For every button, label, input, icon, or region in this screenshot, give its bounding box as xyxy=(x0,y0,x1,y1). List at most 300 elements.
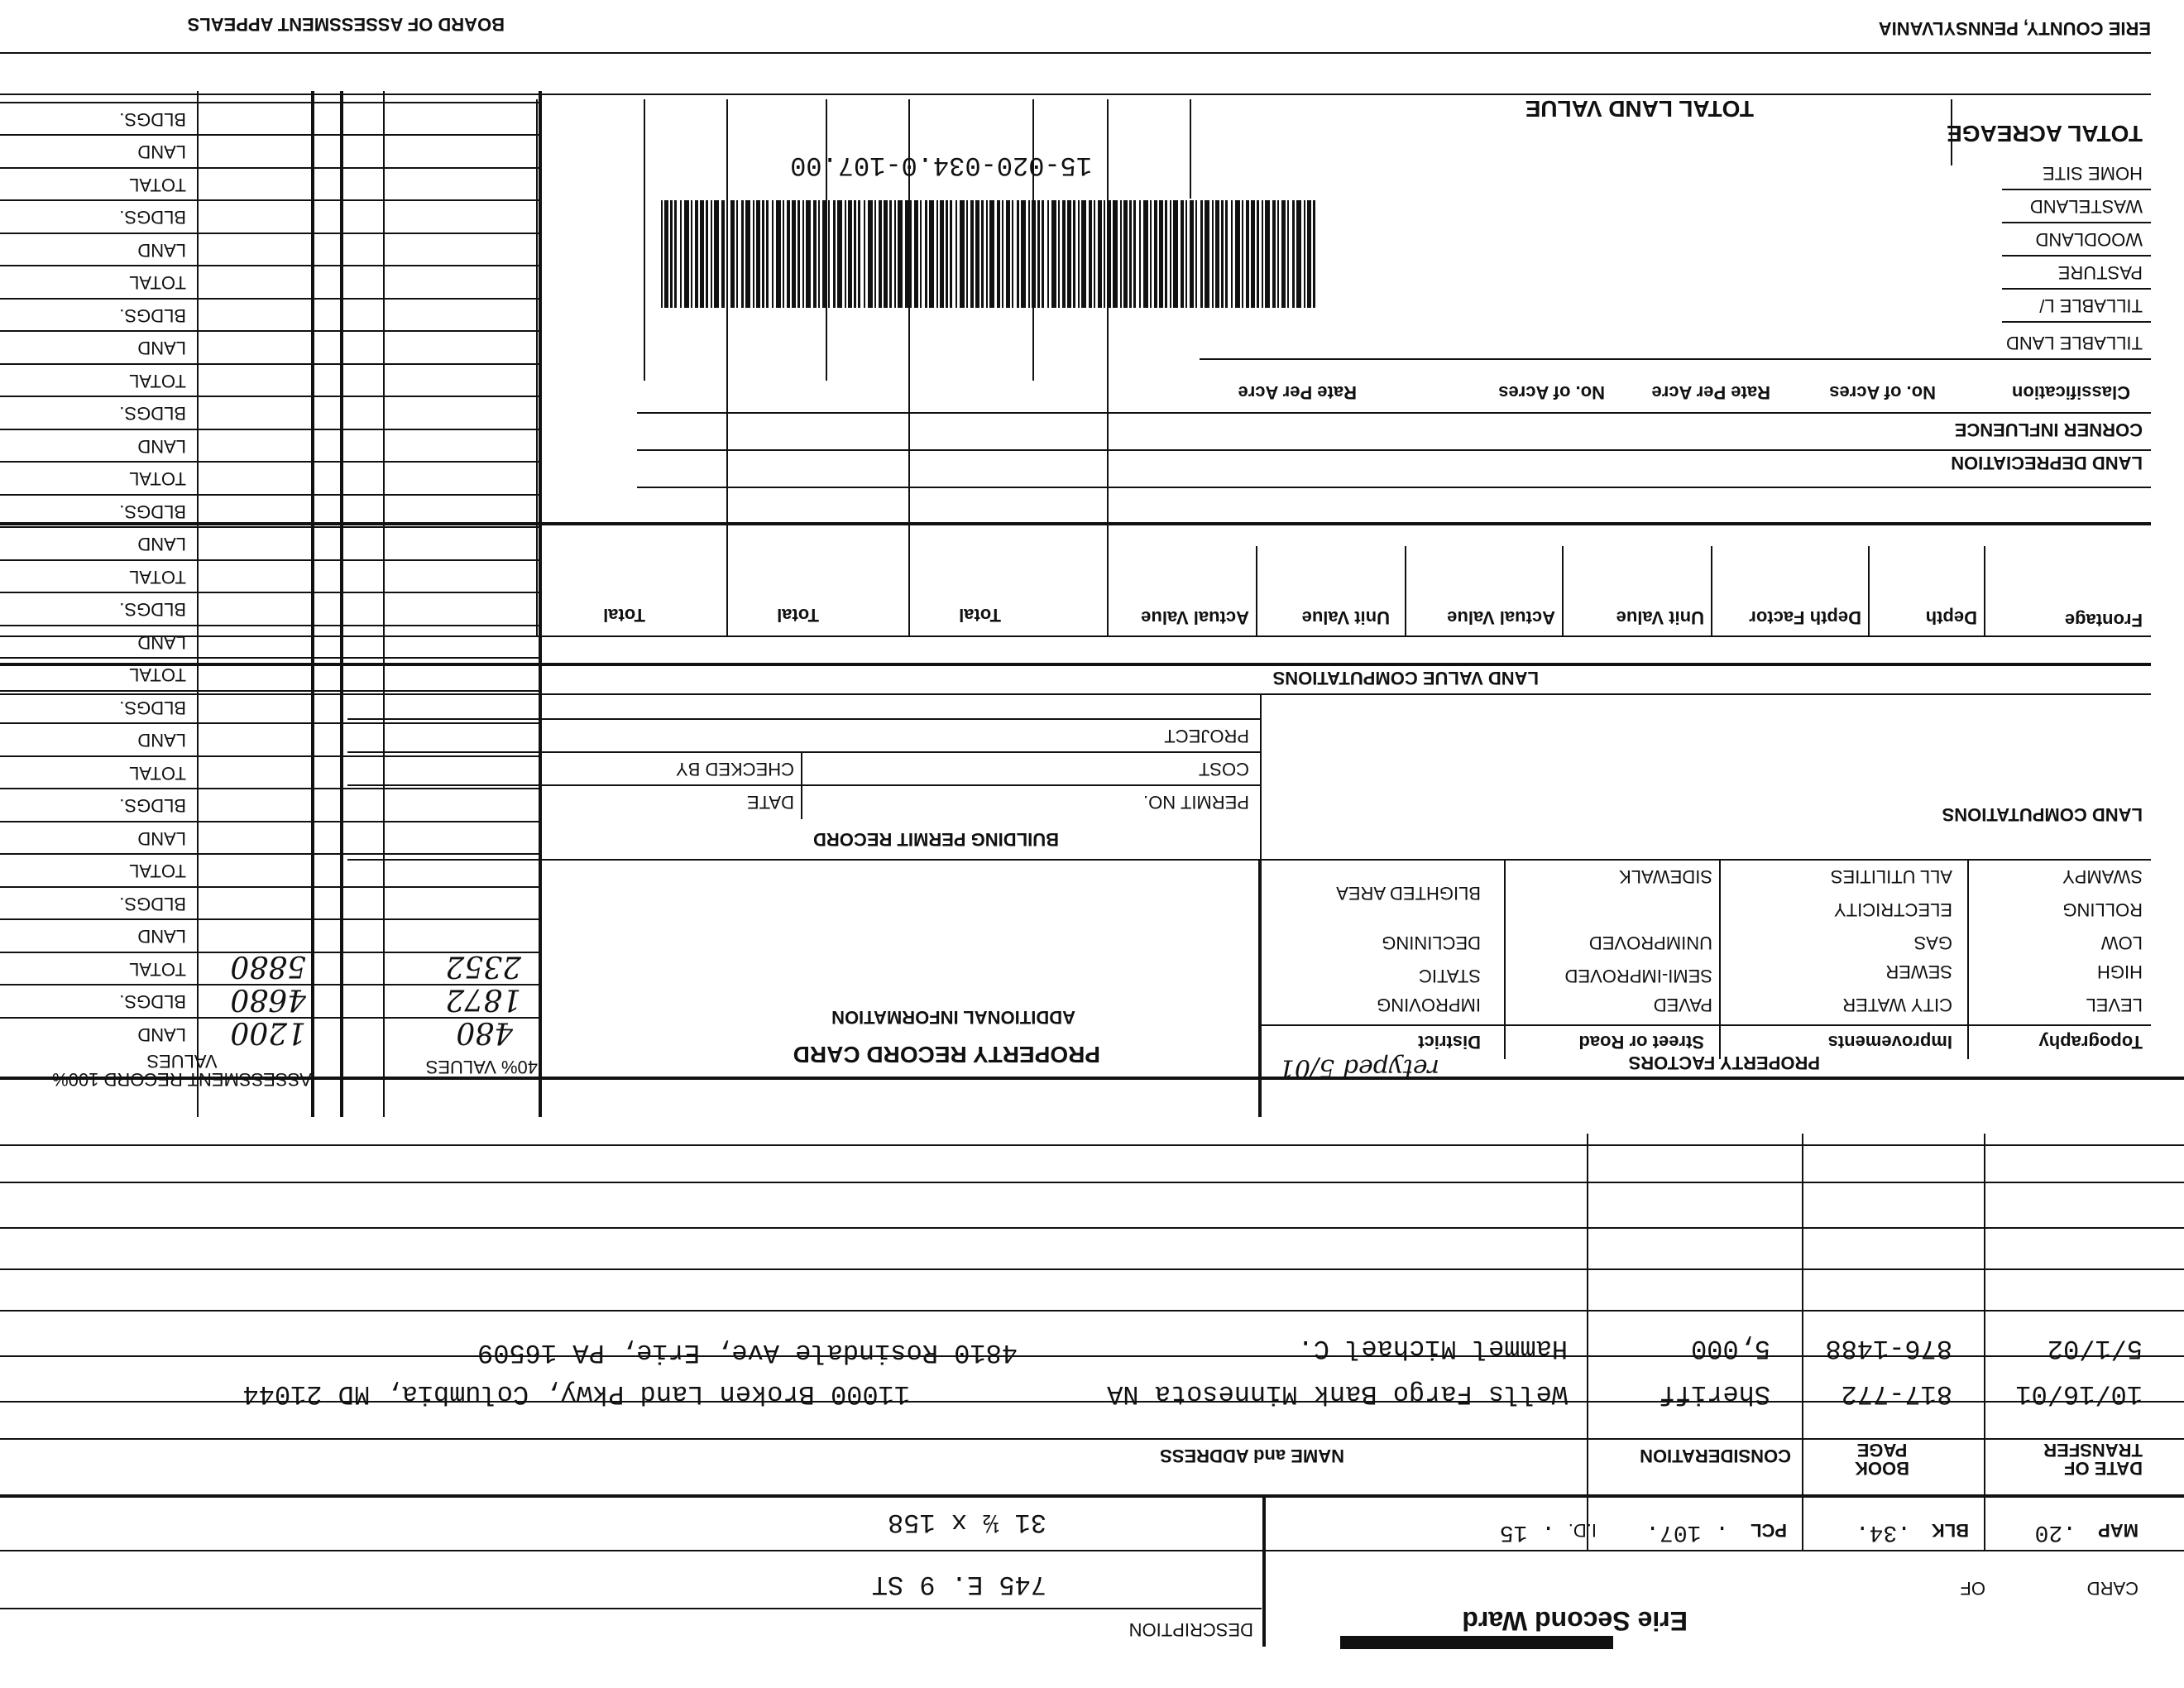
divider xyxy=(726,99,728,637)
barcode-bar xyxy=(1098,200,1102,308)
property-address: 745 E. 9 ST xyxy=(871,1569,1046,1599)
barcode-bar xyxy=(940,200,944,308)
building-permit-title: BUILDING PERMIT RECORD xyxy=(813,829,1059,850)
row-rule xyxy=(0,1355,2184,1357)
barcode-bar xyxy=(1021,200,1026,308)
hundred-total-value: 5880 xyxy=(230,949,306,983)
value-row-label: TOTAL xyxy=(129,272,186,294)
value-row-rule xyxy=(0,396,542,398)
row-rule xyxy=(347,718,1262,720)
total-header: Total xyxy=(959,605,1001,626)
card-label: CARD xyxy=(2086,1578,2138,1599)
barcode-bar xyxy=(1028,200,1030,308)
barcode-bar xyxy=(1002,200,1003,308)
barcode-bar xyxy=(1272,200,1276,308)
parcel-barcode xyxy=(654,200,1315,308)
row-rule xyxy=(0,1268,2184,1270)
forty-values-header: 40% VALUES xyxy=(425,1057,538,1077)
value-row-label: BLDGS. xyxy=(119,403,186,424)
transfer-book-page: 817-772 xyxy=(1841,1379,1952,1409)
hundred-land-value: 1200 xyxy=(230,1015,306,1049)
barcode-bar xyxy=(792,200,796,308)
barcode-bar xyxy=(664,200,668,308)
value-row-rule xyxy=(0,200,542,202)
barcode-bar xyxy=(670,200,673,308)
barcode-bar xyxy=(975,200,979,308)
barcode-bar xyxy=(845,200,846,308)
transfer-consideration: Sheriff xyxy=(1659,1379,1770,1409)
divider xyxy=(383,91,385,1117)
barcode-bar xyxy=(1313,200,1315,308)
book-page-header: BOOK PAGE xyxy=(1855,1440,1909,1479)
street-item: UNIMPROVED xyxy=(1588,933,1712,953)
barcode-bar xyxy=(1032,200,1036,308)
barcode-bar xyxy=(884,200,888,308)
barcode-bar xyxy=(997,200,1000,308)
barcode-bar xyxy=(1109,200,1111,308)
value-row-label: LAND xyxy=(137,141,186,163)
row-rule xyxy=(0,1144,2184,1146)
total-header: Total xyxy=(777,605,819,626)
barcode-bar xyxy=(802,200,804,308)
barcode-bar xyxy=(753,200,754,308)
ward-underline xyxy=(1340,1636,1613,1649)
barcode-bar xyxy=(833,200,836,308)
barcode-bar xyxy=(986,200,988,308)
barcode-bar xyxy=(1123,200,1128,308)
value-row-label: LAND xyxy=(137,338,186,359)
value-row-rule xyxy=(0,135,542,137)
barcode-bar xyxy=(776,200,781,308)
row-rule xyxy=(347,751,1262,753)
barcode-bar xyxy=(700,200,704,308)
value-row-rule xyxy=(0,690,542,692)
value-row-rule xyxy=(0,789,542,790)
district-item: BLIGHTED AREA xyxy=(1336,883,1481,904)
unit-value-header: Unit Value xyxy=(1301,607,1390,628)
row-rule xyxy=(0,635,2151,637)
row-rule xyxy=(0,1182,2184,1183)
barcode-bar xyxy=(797,200,800,308)
row-rule xyxy=(637,412,2151,414)
row-rule xyxy=(0,1401,2184,1403)
row-rule xyxy=(637,449,2151,451)
barcode-bar xyxy=(806,200,811,308)
project-label: PROJECT xyxy=(1164,726,1249,746)
barcode-bar xyxy=(1231,200,1233,308)
of-label: OF xyxy=(1960,1578,1985,1599)
depth-header: Depth xyxy=(1925,607,1977,628)
barcode-bar xyxy=(736,200,738,308)
barcode-bar xyxy=(1120,200,1122,308)
value-row-rule xyxy=(0,266,542,267)
barcode-bar xyxy=(684,200,689,308)
actual-value-header: Actual Value xyxy=(1141,607,1249,628)
barcode-bar xyxy=(1235,200,1240,308)
district-item: IMPROVING xyxy=(1377,995,1481,1015)
barcode-bar xyxy=(1246,200,1249,308)
barcode-bar xyxy=(848,200,852,308)
barcode-bar xyxy=(680,200,682,308)
value-row-label: BLDGS. xyxy=(119,894,186,914)
barcode-bar xyxy=(1058,200,1060,308)
value-row-rule xyxy=(0,429,542,430)
value-row-rule xyxy=(0,298,542,300)
transfer-name: Wells Fargo Bank Minnesota NA xyxy=(1107,1379,1568,1409)
lot-dimensions: 31 ½ x 158 xyxy=(887,1507,1046,1537)
divider xyxy=(1719,861,1721,1059)
retyped-note: retyped 5/01 xyxy=(1278,1053,1439,1082)
value-row-label: LAND xyxy=(137,240,186,261)
barcode-bar xyxy=(813,200,817,308)
barcode-bar xyxy=(1150,200,1152,308)
row-rule xyxy=(0,1550,2184,1551)
barcode-bar xyxy=(1012,200,1013,308)
divider xyxy=(311,91,314,1117)
pcl-value: . 107. xyxy=(1645,1519,1729,1545)
barcode-bar xyxy=(858,200,860,308)
barcode-bar xyxy=(960,200,965,308)
divider xyxy=(1802,1134,1803,1551)
checked-by-label: CHECKED BY xyxy=(675,759,794,779)
value-row-label: TOTAL xyxy=(129,763,186,784)
blk-value: .34. xyxy=(1855,1519,1911,1545)
barcode-bar xyxy=(1143,200,1148,308)
barcode-bar xyxy=(691,200,692,308)
divider xyxy=(908,99,910,637)
value-row-label: BLDGS. xyxy=(119,698,186,718)
barcode-bar xyxy=(1242,200,1243,308)
row-rule xyxy=(347,859,1262,861)
transfer-date: 5/1/02 xyxy=(2047,1333,2143,1364)
barcode-bar xyxy=(950,200,952,308)
barcode-bar xyxy=(925,200,927,308)
total-land-value-label: TOTAL LAND VALUE xyxy=(1525,96,1754,122)
barcode-bar xyxy=(1078,200,1080,308)
date-label: DATE xyxy=(746,792,794,813)
barcode-bar xyxy=(894,200,896,308)
barcode-bar xyxy=(864,200,865,308)
row-rule xyxy=(2002,222,2151,223)
rate-header: Rate Per Acre xyxy=(1238,382,1357,403)
barcode-bar xyxy=(1262,200,1263,308)
transfer-rule xyxy=(0,663,2151,666)
value-row-label: TOTAL xyxy=(129,175,186,195)
barcode-bar xyxy=(1277,200,1279,308)
barcode-bar xyxy=(1195,200,1197,308)
value-row-label: LAND xyxy=(137,436,186,457)
topography-item: HIGH xyxy=(2097,961,2143,982)
barcode-bar xyxy=(1081,200,1086,308)
topography-item: LOW xyxy=(2100,933,2143,953)
divider xyxy=(1951,99,1952,165)
parcel-id-text: 15-020-034.0-107.00 xyxy=(790,150,1092,180)
row-rule xyxy=(0,1608,1262,1609)
cost-label: COST xyxy=(1198,759,1249,779)
barcode-bar xyxy=(1185,200,1187,308)
barcode-bar xyxy=(1265,200,1270,308)
pcl-label: PCL xyxy=(1751,1520,1787,1541)
transfer-consideration: 5,000 xyxy=(1690,1333,1770,1364)
value-row-label: LAND xyxy=(137,926,186,947)
street-item: SEMI-IMPROVED xyxy=(1564,966,1712,986)
value-row-label: LAND xyxy=(137,1024,186,1045)
barcode-bar xyxy=(822,200,826,308)
value-row-label: BLDGS. xyxy=(119,991,186,1013)
land-row-label: WOODLAND xyxy=(2035,229,2143,250)
value-row-rule xyxy=(0,167,542,169)
value-row-rule xyxy=(0,233,542,234)
barcode-bar xyxy=(1307,200,1311,308)
district-header: District xyxy=(1418,1032,1481,1053)
barcode-bar xyxy=(1257,200,1259,308)
land-row-label: HOME SITE xyxy=(2042,163,2143,184)
value-row-rule xyxy=(0,363,542,365)
row-rule xyxy=(0,1227,2184,1229)
barcode-bar xyxy=(1170,200,1171,308)
row-rule xyxy=(2002,255,2151,257)
additional-info-label: ADDITIONAL INFORMATION xyxy=(831,1007,1075,1028)
value-row-label: BLDGS. xyxy=(119,501,186,522)
row-rule xyxy=(2002,288,2151,290)
barcode-bar xyxy=(711,200,712,308)
divider xyxy=(1262,1498,1266,1647)
hundred-values-header: ASSESSMENT RECORD 100% VALUES xyxy=(52,1051,312,1090)
county-header: ERIE COUNTY, PENNSYLVANIA xyxy=(1878,18,2151,39)
district-item: DECLINING xyxy=(1382,933,1481,953)
row-rule xyxy=(0,1494,2184,1498)
value-row-rule xyxy=(0,821,542,822)
district-item: STATIC xyxy=(1419,966,1481,986)
value-row-label: TOTAL xyxy=(129,371,186,391)
row-rule xyxy=(347,784,1262,786)
barcode-bar xyxy=(929,200,934,308)
topography-header: Topography xyxy=(2038,1032,2143,1053)
divider xyxy=(644,99,645,381)
divider xyxy=(1256,546,1257,637)
improvement-item: SEWER xyxy=(1885,961,1952,982)
land-row-label: PASTURE xyxy=(2057,262,2143,283)
land-row-label: WASTELAND xyxy=(2029,196,2143,217)
barcode-bar xyxy=(920,200,922,308)
barcode-bar xyxy=(874,200,876,308)
barcode-bar xyxy=(1062,200,1066,308)
value-row-rule xyxy=(0,625,542,626)
divider xyxy=(801,753,802,819)
barcode-bar xyxy=(756,200,760,308)
value-row-rule xyxy=(0,494,542,496)
barcode-bar xyxy=(661,200,663,308)
row-rule xyxy=(0,1438,2184,1440)
barcode-bar xyxy=(1139,200,1141,308)
map-label: MAP xyxy=(2098,1520,2138,1541)
actual-value-header: Actual Value xyxy=(1447,607,1555,628)
board-header: BOARD OF ASSESSMENT APPEALS xyxy=(187,14,505,35)
section-rule xyxy=(0,522,2151,525)
barcode-bar xyxy=(1129,200,1132,308)
value-row-rule xyxy=(0,559,542,561)
frontage-header: Frontage xyxy=(2064,610,2143,631)
divider xyxy=(1587,1134,1588,1551)
barcode-bar xyxy=(714,200,719,308)
ward-name: Erie Second Ward xyxy=(1462,1606,1688,1636)
row-rule xyxy=(1200,358,2151,360)
barcode-bar xyxy=(889,200,892,308)
id-label: I.D. xyxy=(1568,1520,1597,1541)
value-row-label: BLDGS. xyxy=(119,305,186,326)
land-computations-title: LAND COMPUTATIONS xyxy=(1942,804,2143,825)
barcode-bar xyxy=(1154,200,1157,308)
transfer-date: 10/16/01 xyxy=(2015,1379,2143,1409)
barcode-bar xyxy=(783,200,784,308)
street-item: SIDEWALK xyxy=(1619,866,1712,887)
row-rule xyxy=(1262,859,2151,861)
barcode-bar xyxy=(914,200,918,308)
barcode-bar xyxy=(1296,200,1301,308)
transfer-date-header: DATE OF TRANSFER xyxy=(2043,1440,2143,1479)
record-card-title: PROPERTY RECORD CARD xyxy=(793,1042,1100,1067)
barcode-bar xyxy=(1037,200,1040,308)
barcode-bar xyxy=(981,200,984,308)
divider xyxy=(1868,546,1870,637)
barcode-bar xyxy=(879,200,882,308)
id-value: . 15 xyxy=(1499,1519,1555,1545)
blk-label: BLK xyxy=(1931,1520,1969,1541)
barcode-bar xyxy=(721,200,725,308)
barcode-bar xyxy=(1287,200,1289,308)
barcode-bar xyxy=(818,200,820,308)
row-rule xyxy=(0,693,2151,695)
barcode-bar xyxy=(1221,200,1224,308)
divider xyxy=(1984,546,1985,637)
forty-land-value: 480 xyxy=(456,1015,513,1049)
value-row-label: BLDGS. xyxy=(119,599,186,621)
barcode-bar xyxy=(762,200,764,308)
barcode-bar xyxy=(1094,200,1095,308)
barcode-bar xyxy=(1006,200,1010,308)
top-rule xyxy=(0,94,2151,95)
value-row-label: BLDGS. xyxy=(119,795,186,817)
barcode-bar xyxy=(741,200,744,308)
barcode-bar xyxy=(1225,200,1228,308)
barcode-bar xyxy=(1281,200,1286,308)
value-row-label: TOTAL xyxy=(129,664,186,686)
value-row-rule xyxy=(0,755,542,757)
value-row-label: LAND xyxy=(137,730,186,751)
barcode-bar xyxy=(1047,200,1049,308)
corner-influence-label: CORNER INFLUENCE xyxy=(1954,420,2143,440)
barcode-bar xyxy=(766,200,769,308)
total-header: Total xyxy=(603,605,645,626)
barcode-bar xyxy=(966,200,968,308)
barcode-bar xyxy=(787,200,790,308)
divider xyxy=(1967,861,1969,1059)
value-row-label: TOTAL xyxy=(129,959,186,980)
value-row-label: TOTAL xyxy=(129,861,186,882)
value-row-rule xyxy=(0,854,542,856)
improvement-item: ELECTRICITY xyxy=(1833,899,1952,920)
value-row-rule xyxy=(0,462,542,463)
value-row-label: BLDGS. xyxy=(119,207,186,228)
improvement-item: ALL UTILITIES xyxy=(1830,866,1952,887)
land-value-computations-title: LAND VALUE COMPUTATIONS xyxy=(1272,668,1539,688)
improvements-header: Improvements xyxy=(1827,1032,1952,1053)
barcode-bar xyxy=(828,200,830,308)
value-row-label: BLDGS. xyxy=(119,109,186,130)
topography-item: SWAMPY xyxy=(2062,866,2143,887)
value-row-rule xyxy=(0,919,542,921)
barcode-bar xyxy=(1089,200,1092,308)
transfer-address: 11000 Broken Land Pkwy, Columbia, MD 21044 xyxy=(242,1379,910,1409)
street-header: Street or Road xyxy=(1578,1032,1704,1053)
divider xyxy=(1984,1498,1985,1551)
value-row-label: LAND xyxy=(137,632,186,653)
barcode-bar xyxy=(1051,200,1056,308)
row-rule xyxy=(2002,189,2151,190)
divider xyxy=(1984,1134,1985,1551)
depth-factor-header: Depth Factor xyxy=(1749,607,1861,628)
divider xyxy=(197,91,199,1117)
row-rule xyxy=(0,1310,2184,1312)
divider xyxy=(1711,546,1712,637)
barcode-bar xyxy=(1205,200,1209,308)
barcode-bar xyxy=(956,200,957,308)
value-row-label: TOTAL xyxy=(129,567,186,587)
barcode-bar xyxy=(674,200,677,308)
land-row-label: TILLABLE L/ xyxy=(2039,295,2143,316)
transfer-name: Hammel Michael C. xyxy=(1297,1333,1568,1364)
street-item: PAVED xyxy=(1653,995,1712,1015)
barcode-bar xyxy=(1133,200,1136,308)
barcode-bar xyxy=(1042,200,1044,308)
barcode-bar xyxy=(1073,200,1075,308)
topography-item: LEVEL xyxy=(2086,995,2143,1015)
barcode-bar xyxy=(1215,200,1219,308)
barcode-bar xyxy=(1067,200,1071,308)
divider xyxy=(1260,695,1262,869)
row-rule xyxy=(2002,321,2151,323)
barcode-bar xyxy=(898,200,903,308)
barcode-bar xyxy=(910,200,912,308)
land-depreciation-label: LAND DEPRECIATION xyxy=(1951,453,2143,473)
divider xyxy=(1802,1498,1803,1551)
barcode-bar xyxy=(837,200,842,308)
value-row-rule xyxy=(0,658,542,659)
land-row-label: TILLABLE LAND xyxy=(2005,333,2143,353)
consideration-header: CONSIDERATION xyxy=(1640,1446,1791,1466)
barcode-bar xyxy=(946,200,948,308)
barcode-bar xyxy=(706,200,708,308)
row-rule xyxy=(1262,1024,2151,1026)
topography-item: ROLLING xyxy=(2062,899,2143,920)
barcode-bar xyxy=(745,200,750,308)
divider xyxy=(1405,546,1406,637)
barcode-bar xyxy=(1200,200,1203,308)
barcode-bar xyxy=(1159,200,1163,308)
classification-header: Classification xyxy=(2011,382,2130,403)
name-address-header: NAME and ADDRESS xyxy=(1160,1446,1344,1466)
value-row-label: TOTAL xyxy=(129,468,186,490)
forty-total-value: 2352 xyxy=(445,949,521,983)
property-factors-title: PROPERTY FACTORS xyxy=(1628,1053,1820,1073)
map-value: .20 xyxy=(2034,1519,2076,1545)
value-row-label: LAND xyxy=(137,828,186,849)
barcode-bar xyxy=(695,200,698,308)
barcode-bar xyxy=(772,200,774,308)
transfer-book-page: 876-1488 xyxy=(1825,1333,1952,1364)
value-row-rule xyxy=(0,331,542,333)
barcode-bar xyxy=(1165,200,1167,308)
